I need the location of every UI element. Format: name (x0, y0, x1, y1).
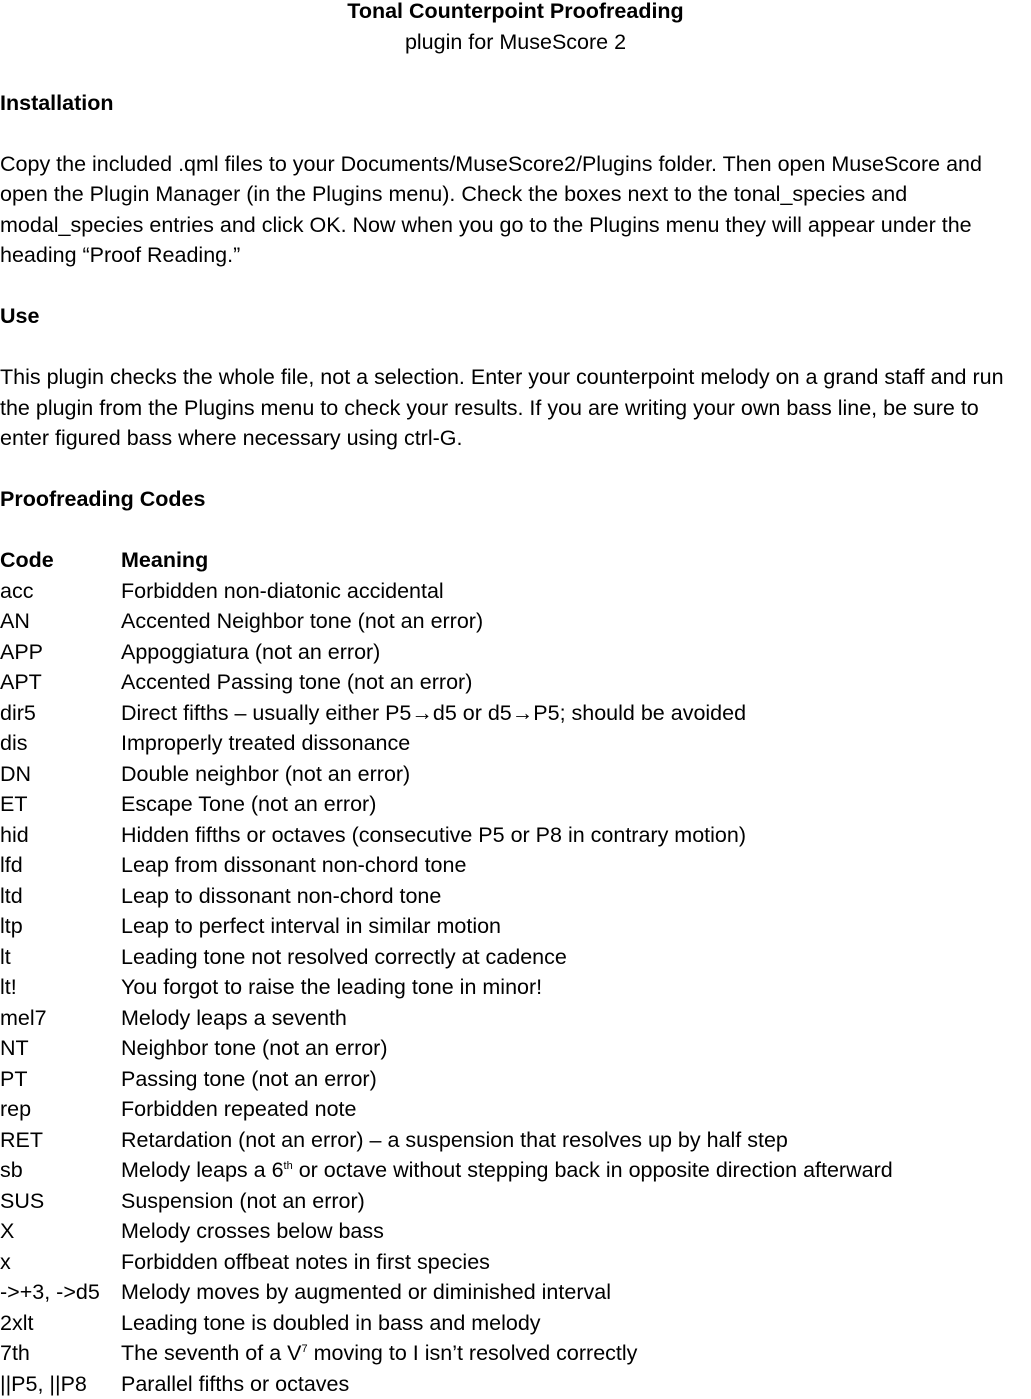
table-row (0, 606, 1031, 637)
code-cell: acc (0, 576, 121, 607)
table-row (0, 576, 1031, 607)
meaning-text: Melody leaps a 6 (121, 1158, 284, 1182)
table-row (0, 1216, 1031, 1247)
spacer (0, 515, 1031, 546)
codes-table-body (0, 576, 1031, 1399)
code-cell: ltd (0, 881, 121, 912)
meaning-cell: Leap to perfect interval in similar motion (121, 911, 1031, 942)
table-row (0, 759, 1031, 790)
meaning-superscript: th (284, 1160, 293, 1172)
code-cell: ||P5, ||P8 (0, 1369, 121, 1399)
meaning-cell: Leading tone is doubled in bass and melody (121, 1308, 1031, 1339)
codes-table (0, 545, 1031, 1399)
code-cell: rep (0, 1094, 121, 1125)
codes-heading: Proofreading Codes (0, 484, 1031, 515)
use-heading: Use (0, 301, 1031, 332)
meaning-cell: Leading tone not resolved correctly at cadence (121, 942, 1031, 973)
meaning-cell: Retardation (not an error) – a suspension that resolves up by half step (121, 1125, 1031, 1156)
table-row (0, 789, 1031, 820)
installation-body: Copy the included .qml files to your Documents/MuseScore2/Plugins folder. Then open MuseScore and open the Plugin Manager (in the Plugins menu). Check the boxes next to the tonal_species and modal_species entries and click OK. Now when you go to the Plugins menu they will appear under the heading “Proof Reading.” (0, 149, 1031, 271)
meaning-cell: Forbidden repeated note (121, 1094, 1031, 1125)
meaning-cell: Direct fifths – usually either P5→d5 or d5→P5; should be avoided (121, 698, 1031, 729)
meaning-cell: Melody moves by augmented or diminished interval (121, 1277, 1031, 1308)
meaning-text: or octave without stepping back in opposite direction afterward (293, 1158, 893, 1182)
code-cell: ->+3, ->d5 (0, 1277, 121, 1308)
spacer (0, 332, 1031, 363)
code-cell: hid (0, 820, 121, 851)
meaning-cell: Double neighbor (not an error) (121, 759, 1031, 790)
meaning-cell: Parallel fifths or octaves (121, 1369, 1031, 1399)
table-row (0, 881, 1031, 912)
code-column-header: Code (0, 545, 121, 576)
spacer (0, 118, 1031, 149)
table-row (0, 1155, 1031, 1186)
code-cell: lfd (0, 850, 121, 881)
table-row (0, 1277, 1031, 1308)
code-cell: SUS (0, 1186, 121, 1217)
code-cell: APP (0, 637, 121, 668)
table-row (0, 850, 1031, 881)
code-cell: RET (0, 1125, 121, 1156)
code-cell: 7th (0, 1338, 121, 1369)
spacer (0, 454, 1031, 485)
table-row (0, 728, 1031, 759)
code-cell: sb (0, 1155, 121, 1186)
meaning-cell: Accented Neighbor tone (not an error) (121, 606, 1031, 637)
code-cell: lt (0, 942, 121, 973)
table-row (0, 911, 1031, 942)
meaning-text: moving to I isn’t resolved correctly (308, 1341, 638, 1365)
meaning-cell: Leap to dissonant non-chord tone (121, 881, 1031, 912)
table-row (0, 1247, 1031, 1278)
meaning-cell: Passing tone (not an error) (121, 1064, 1031, 1095)
code-cell: PT (0, 1064, 121, 1095)
table-row (0, 667, 1031, 698)
meaning-cell: Improperly treated dissonance (121, 728, 1031, 759)
table-row (0, 1003, 1031, 1034)
meaning-column-header: Meaning (121, 545, 1031, 576)
meaning-cell: Suspension (not an error) (121, 1186, 1031, 1217)
meaning-cell: Accented Passing tone (not an error) (121, 667, 1031, 698)
codes-table-header (0, 545, 1031, 576)
table-row (0, 942, 1031, 973)
meaning-text: The seventh of a V (121, 1341, 301, 1365)
meaning-cell: Neighbor tone (not an error) (121, 1033, 1031, 1064)
table-row (0, 820, 1031, 851)
spacer (0, 57, 1031, 88)
meaning-cell (121, 1338, 1031, 1369)
spacer (0, 271, 1031, 302)
meaning-cell: Leap from dissonant non-chord tone (121, 850, 1031, 881)
code-cell: ET (0, 789, 121, 820)
code-cell: ltp (0, 911, 121, 942)
table-row (0, 1338, 1031, 1369)
meaning-cell (121, 1155, 1031, 1186)
code-cell: dis (0, 728, 121, 759)
code-cell: lt! (0, 972, 121, 1003)
installation-heading: Installation (0, 88, 1031, 119)
meaning-superscript: 7 (301, 1343, 307, 1355)
meaning-cell: You forgot to raise the leading tone in minor! (121, 972, 1031, 1003)
code-cell: AN (0, 606, 121, 637)
code-cell: DN (0, 759, 121, 790)
document-title: Tonal Counterpoint Proofreading (0, 0, 1031, 27)
table-row (0, 698, 1031, 729)
code-cell: NT (0, 1033, 121, 1064)
code-cell: dir5 (0, 698, 121, 729)
meaning-cell: Forbidden offbeat notes in first species (121, 1247, 1031, 1278)
table-row (0, 972, 1031, 1003)
code-cell: X (0, 1216, 121, 1247)
code-cell: APT (0, 667, 121, 698)
table-row (0, 1064, 1031, 1095)
table-row (0, 1186, 1031, 1217)
meaning-cell: Hidden fifths or octaves (consecutive P5 or P8 in contrary motion) (121, 820, 1031, 851)
meaning-cell: Forbidden non-diatonic accidental (121, 576, 1031, 607)
table-row (0, 1125, 1031, 1156)
table-row (0, 1094, 1031, 1125)
table-row (0, 1369, 1031, 1399)
meaning-cell: Escape Tone (not an error) (121, 789, 1031, 820)
table-row (0, 1033, 1031, 1064)
code-cell: mel7 (0, 1003, 121, 1034)
meaning-cell: Melody leaps a seventh (121, 1003, 1031, 1034)
meaning-cell: Melody crosses below bass (121, 1216, 1031, 1247)
use-body: This plugin checks the whole file, not a selection. Enter your counterpoint melody on a grand staff and run the plugin from the Plugins menu to check your results. If you are writing your own bass line, be sure to enter figured bass where necessary using ctrl-G. (0, 362, 1031, 454)
document-subtitle: plugin for MuseScore 2 (0, 27, 1031, 58)
code-cell: x (0, 1247, 121, 1278)
table-row (0, 637, 1031, 668)
table-row (0, 1308, 1031, 1339)
meaning-cell: Appoggiatura (not an error) (121, 637, 1031, 668)
code-cell: 2xlt (0, 1308, 121, 1339)
